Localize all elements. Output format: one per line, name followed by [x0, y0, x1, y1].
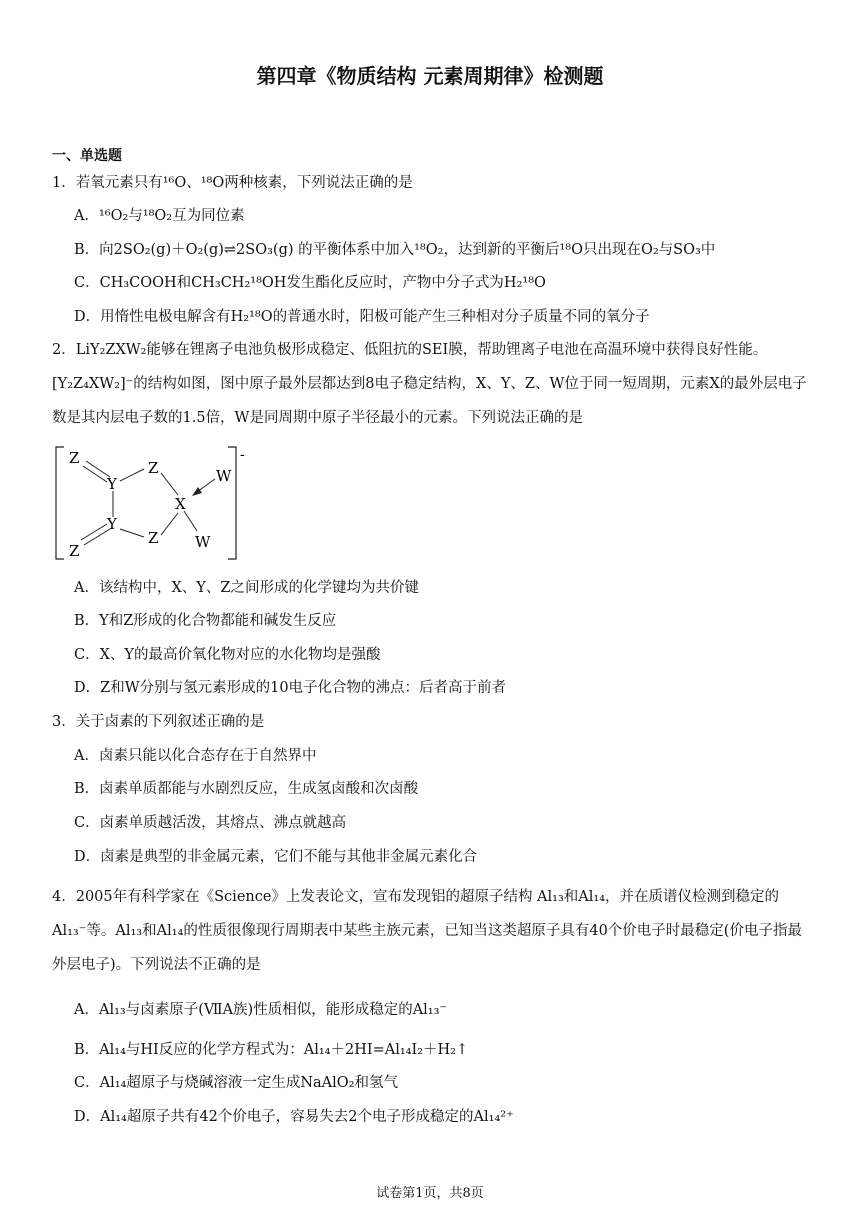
question-3-option-d: D．卤素是典型的非金属元素，它们不能与其他非金属元素化合 [74, 849, 478, 865]
atom-label: Z [148, 529, 159, 547]
atom-label: Z [69, 449, 80, 467]
page-title: 第四章《物质结构 元素周期律》检测题 [256, 64, 604, 88]
question-4-option-b: B．Al₁₄与HI反应的化学方程式为：Al₁₄＋2HI=Al₁₄I₂＋H₂↑ [74, 1042, 469, 1058]
question-2-stem: 2．LiY₂ZXW₂能够在锂离子电池负极形成稳定、低阻抗的SEI膜，帮助锂离子电池在高温环境中获得良好性能。[Y₂Z₄XW₂]⁻的结构如图，图中原子最外层都达到8电子稳定结构，X、Y、Z、W位于同一短周期，元素X的最外层电子数是其内层电子数的1.5倍，W是同周期中原子半径最小的元素。下列说法正确的是 [52, 342, 807, 426]
atom-label: W [195, 533, 211, 551]
question-2-option-b: B．Y和Z形成的化合物都能和碱发生反应 [74, 613, 337, 629]
page-footer: 试卷第1页，共8页 [376, 1186, 484, 1201]
question-3-stem: 3．关于卤素的下列叙述正确的是 [52, 714, 265, 730]
question-1-option-b: B．向2SO₂(g)＋O₂(g)⇌2SO₃(g) 的平衡体系中加入¹⁸O₂，达到新的平衡后¹⁸O只出现在O₂与SO₃中 [74, 242, 716, 258]
atom-label: W [216, 467, 232, 485]
charge-label: - [240, 447, 245, 463]
atom-label: Z [148, 459, 159, 477]
question-2-option-d: D．Z和W分别与氢元素形成的10电子化合物的沸点：后者高于前者 [74, 680, 507, 696]
question-3-option-b: B．卤素单质都能与水剧烈反应，生成氢卤酸和次卤酸 [74, 781, 419, 797]
question-3-option-a: A．卤素只能以化合态存在于自然界中 [74, 748, 317, 764]
question-3-option-c: C．卤素单质越活泼，其熔点、沸点就越高 [74, 815, 347, 831]
question-1-stem: 1．若氧元素只有¹⁶O、¹⁸O两种核素，下列说法正确的是 [52, 175, 413, 191]
question-1-option-c: C．CH₃COOH和CH₃CH₂¹⁸OH发生酯化反应时，产物中分子式为H₂¹⁸O [74, 275, 546, 291]
question-4-stem: 4．2005年有科学家在《Science》上发表论文，宣布发现铝的超原子结构 Al₁₃和Al₁₄，并在质谱仪检测到稳定的Al₁₃⁻等。Al₁₃和Al₁₄的性质很像现行周期表中某些主族元素，已知当这类超原子具有40个价电子时最稳定(价电子指最外层电子)。下列说法不正确的是 [52, 889, 802, 973]
question-4-option-d: D．Al₁₄超原子共有42个价电子，容易失去2个电子形成稳定的Al₁₄²⁺ [74, 1109, 514, 1125]
question-2-option-a: A．该结构中，X、Y、Z之间形成的化学键均为共价键 [74, 580, 419, 596]
atom-label: Z [69, 542, 80, 560]
question-4-option-c: C．Al₁₄超原子与烧碱溶液一定生成NaAlO₂和氢气 [74, 1075, 398, 1091]
section-heading: 一、单选题 [52, 148, 122, 164]
question-1-option-d: D．用惰性电极电解含有H₂¹⁸O的普通水时，阳极可能产生三种相对分子质量不同的氧分子 [74, 309, 650, 325]
question-1-option-a: A．¹⁶O₂与¹⁸O₂互为同位素 [74, 208, 245, 224]
question-2-option-c: C．X、Y的最高价氧化物对应的水化物均是强酸 [74, 647, 381, 663]
atom-label: Y [107, 475, 117, 493]
structure-diagram [52, 443, 262, 563]
question-4-option-a: A．Al₁₃与卤素原子(ⅦA族)性质相似，能形成稳定的Al₁₃⁻ [74, 1002, 448, 1018]
atom-label: Y [107, 515, 117, 533]
atom-label: X [175, 495, 186, 513]
